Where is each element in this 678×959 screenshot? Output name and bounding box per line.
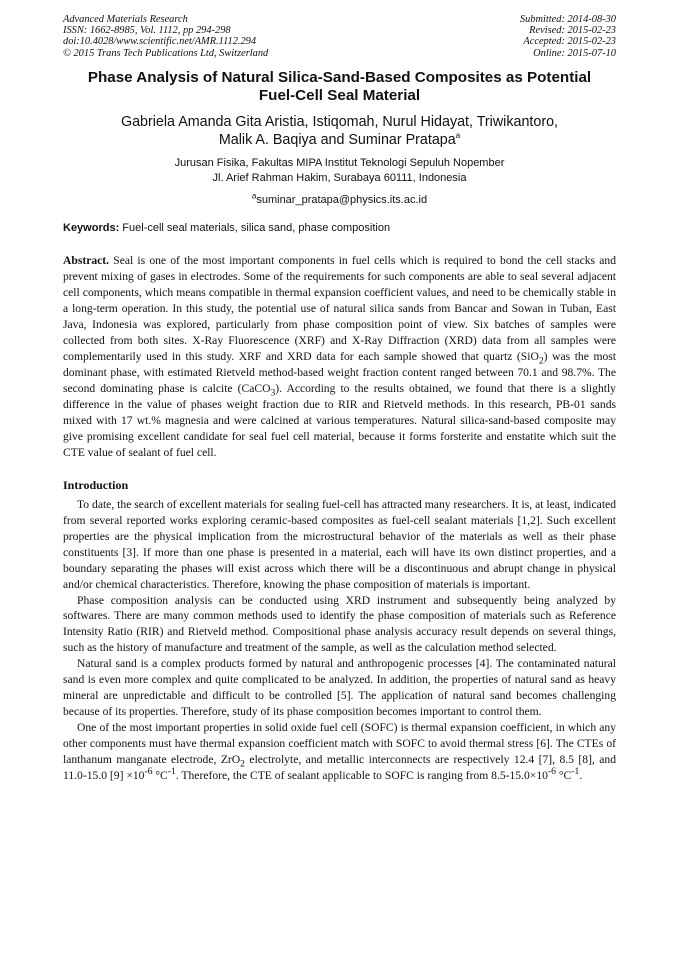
authors-line-2	[63, 131, 616, 149]
submission-dates	[520, 14, 616, 59]
abstract-sub-2: 3	[270, 387, 276, 399]
author-list	[63, 113, 616, 149]
paper-page	[63, 14, 616, 784]
p4-text-a: One of the most important properties in solid oxide fuel cell (SOFC) is thermal expansion coefficient, in which any other components must have thermal expansion coefficient match with SOFC to avoid thermal stress [6]. The CTEs of lanthanum manganate electrode, ZrO	[63, 721, 616, 767]
corresponding-mark: a	[455, 131, 461, 141]
p4-sup-1: -6	[144, 766, 153, 778]
affiliation-line-2: Jl. Arief Rahman Hakim, Surabaya 60111, Indonesia	[212, 171, 467, 184]
p4-text-c: °C	[152, 769, 168, 783]
authors-line-1: Gabriela Amanda Gita Aristia, Istiqomah, Nurul Hidayat, Triwikantoro,	[120, 113, 559, 130]
intro-paragraph-4	[63, 720, 616, 784]
intro-paragraph-2: Phase composition analysis can be conducted using XRD instrument and subsequently being analyzed by softwares. There are many common methods used to identify the phase composition of materials such as Reference Intensity Ratio (RIR) and Rietveld method. Compositional phase analysis accuracy result depends on several things, such as the history of manufacture and treatment of the sample, as well as the calculation method selected.	[63, 593, 616, 655]
journal-header	[63, 14, 616, 59]
journal-info	[63, 14, 268, 59]
abstract-text-3: ). According to the results obtained, we found that there is a slightly difference in the value of phases weight fraction due to RIR and Rietveld methods. In this research, PB-01 sands mixed with 17 wt.% magnesia and were calcined at various temperatures. Natural silica-sand-based composite may give promising excellent candidate for seal fuel cell material, because it forms forsterite and enstatite which suit the CTE value of sealant of fuel cell.	[63, 381, 616, 459]
issn-line: ISSN: 1662-8985, Vol. 1112, pp 294-298	[63, 25, 231, 37]
p4-sup-4: -1	[571, 766, 580, 778]
journal-name: Advanced Materials Research	[63, 14, 188, 25]
copyright-line: © 2015 Trans Tech Publications Ltd, Switzerland	[63, 47, 269, 59]
revised-date: Revised: 2015-02-23	[529, 25, 616, 37]
submitted-date: Submitted: 2014-08-30	[519, 14, 616, 25]
p4-sub: 2	[240, 758, 245, 770]
p4-sup-3: -6	[547, 766, 556, 778]
title-line-1: Phase Analysis of Natural Silica-Sand-Based Composites as Potential	[87, 68, 592, 86]
abstract-label: Abstract.	[63, 253, 110, 267]
affiliation	[63, 156, 616, 186]
keywords-text: Fuel-cell seal materials, silica sand, phase composition	[119, 221, 391, 234]
abstract-text-1: Seal is one of the most important components in fuel cells which is required to bond the cell stacks and prevent mixing of gases in electrodes. Some of the requirements for such components are able to seal several adjacent cell components, which means compatible in thermal expansion coefficient values, and need to be chemically stable in a long-term operation. In this study, the potential use of natural silica sands from Bancar and Sowan in Tuban, East Java, Indonesia was explored, particularly from phase composition point of view. Six batches of samples were collected from both sites. X-Ray Fluorescence (XRF) and X-Ray Diffraction (XRD) data from all samples were complementarily used in this study. XRF and XRD data for each sample showed that quartz (SiO	[63, 253, 616, 363]
authors-line-2-text: Malik A. Baqiya and Suminar Pratapa	[218, 131, 456, 148]
keywords-label: Keywords:	[63, 221, 120, 234]
p4-text-d: . Therefore, the CTE of sealant applicable to SOFC is ranging from 8.5-15.0×10	[175, 769, 548, 783]
abstract-text-2: ) was the most dominant phase, with estimated Rietveld method-based weight fraction content ranged between 70.1 and 98.7%. The second dominating phase is calcite (CaCO	[63, 349, 616, 395]
online-date: Online: 2015-07-10	[533, 47, 616, 59]
abstract-sub-1: 2	[538, 355, 544, 367]
keywords	[63, 221, 616, 235]
intro-paragraph-3: Natural sand is a complex products formed by natural and anthropogenic processes [4]. The contaminated natural sand is even more complex and quite complicated to be analyzed. In addition, the properties of natural sand as heavy mineral are unpredictable and difficult to be controlled [5]. The application of natural sand becomes challenging because of its properties. Therefore, study of its phase composition becomes important to control them.	[63, 657, 616, 719]
affiliation-line-1: Jurusan Fisika, Fakultas MIPA Institut Teknologi Sepuluh Nopember	[174, 156, 505, 169]
p4-text-f: .	[579, 769, 583, 783]
section-heading-introduction: Introduction	[63, 477, 129, 492]
p4-sup-2: -1	[167, 766, 176, 778]
author-email	[63, 193, 616, 207]
p4-text-e: °C	[555, 769, 572, 783]
abstract	[63, 253, 616, 461]
title-line-2: Fuel-Cell Seal Material	[258, 86, 421, 104]
doi-line: doi:10.4028/www.scientific.net/AMR.1112.294	[63, 36, 257, 48]
email-address[interactable]: suminar_pratapa@physics.its.ac.id	[256, 193, 428, 206]
accepted-date: Accepted: 2015-02-23	[523, 36, 616, 48]
introduction-body	[63, 497, 616, 784]
p4-text-b: electrolyte, and metallic interconnects are respectively 12.4 [7], 8.5 [8], and 11.0-15.0 [9] ×10	[63, 753, 616, 783]
intro-paragraph-1: To date, the search of excellent materials for sealing fuel-cell has attracted many researchers. It is, at least, indicated from several reported works exploring ceramic-based composites as fuel-cell sealant materials [1,2]. Such excellent properties are the physical implication from the microstructural behavior of the materials as well as their phase constituents [3]. If more than one phase is presented in a material, each will have its own distinct properties, and a boundary separating the phases will exist across which there will be a discontinuous and abrupt change in physical and/or chemical characteristics. Therefore, knowing the phase composition of materials is important.	[63, 497, 616, 591]
paper-title	[63, 69, 616, 105]
email-mark: a	[251, 191, 257, 201]
